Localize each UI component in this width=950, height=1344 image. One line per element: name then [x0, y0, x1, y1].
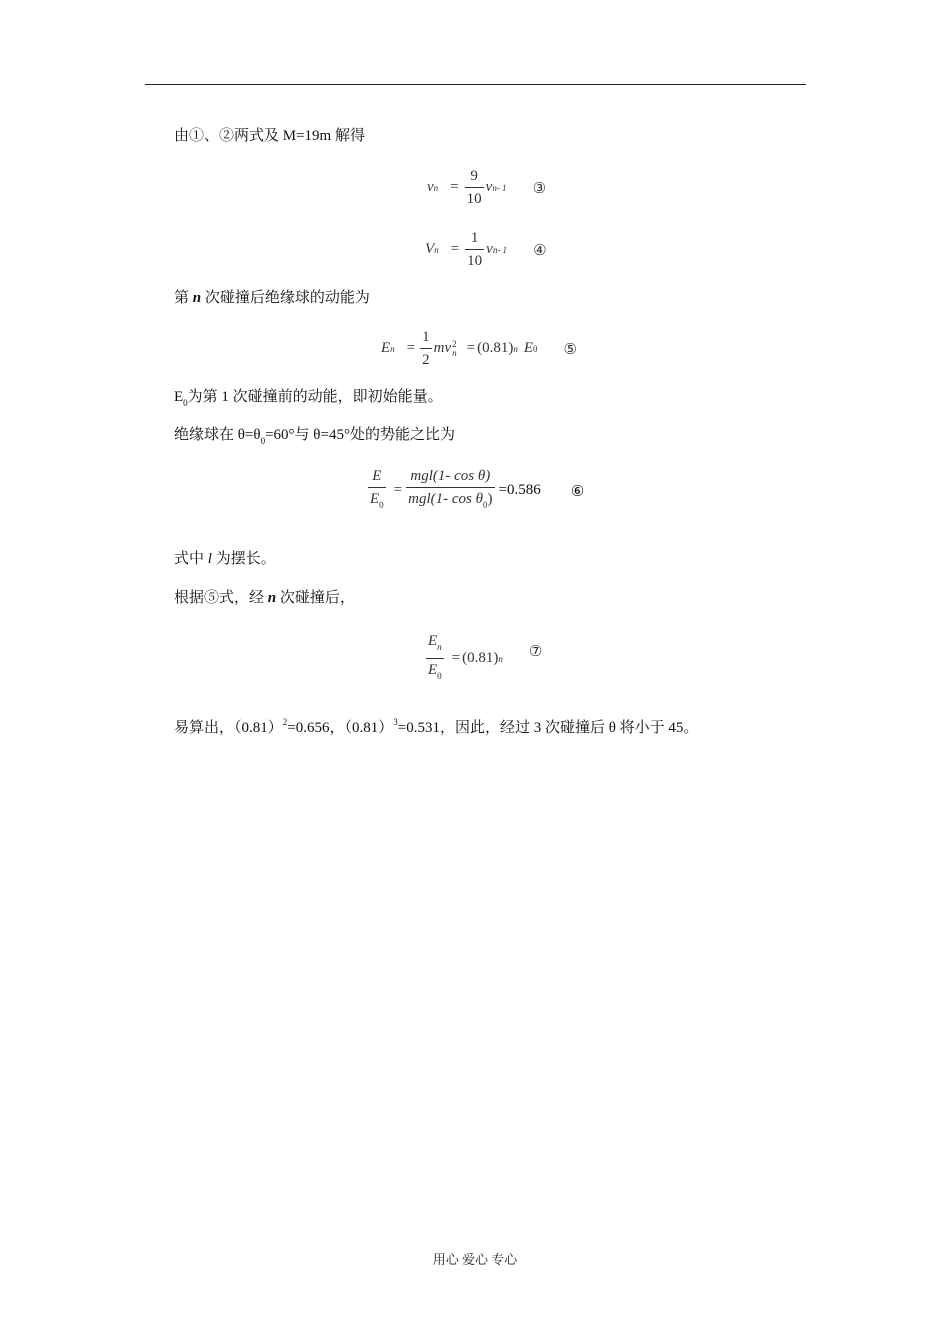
header-rule [145, 84, 806, 85]
eq3-denominator: 10 [465, 187, 484, 208]
eq6-equals: = [393, 482, 403, 498]
eq7-rhs: (0.81) [462, 650, 499, 666]
eq5-numerator: 1 [422, 329, 430, 345]
eq5-base: (0.81) [477, 340, 514, 356]
paragraph-7 [174, 713, 698, 737]
eq5-E0: E [523, 340, 534, 356]
paragraph-5-post: 为摆长。 [211, 551, 276, 567]
paragraph-2-pre: 第 [174, 290, 193, 306]
eq4-equals: = [450, 241, 460, 257]
equation-5 [381, 328, 577, 369]
eq5-lhs-sub: n [390, 343, 395, 354]
eq3-rhs-sub: n- 1 [492, 182, 507, 193]
eq6-right-fraction [406, 467, 494, 514]
eq6-left-numerator: E [372, 468, 382, 484]
eq5-mv-sup: 2 [452, 338, 457, 349]
paragraph-6-pre: 根据⑤式，经 [174, 590, 268, 606]
eq7-label: ⑦ [528, 641, 543, 660]
paragraph-3-post: 为第 1 次碰撞前的动能，即初始能量。 [187, 389, 443, 405]
eq5-mv-sub: n [452, 347, 457, 358]
eq7-equals: = [451, 650, 461, 666]
eq5-equals-1: = [406, 340, 416, 356]
equation-6 [366, 467, 584, 514]
eq5-label: ⑤ [563, 339, 577, 358]
eq6-left-den-sub: 0 [379, 500, 384, 510]
eq7-num-E: E [428, 633, 438, 649]
eq4-numerator: 1 [470, 230, 479, 246]
eq3-numerator: 9 [470, 168, 478, 184]
eq7-num-sub: n [437, 642, 442, 652]
eq7-den-sub: 0 [437, 671, 442, 681]
eq4-denominator: 10 [465, 249, 484, 270]
eq6-left-denominator [368, 487, 386, 514]
eq6-result: =0.586 [498, 482, 541, 498]
eq4-rhs: v [486, 241, 493, 257]
eq3-lhs: v [427, 179, 434, 195]
eq6-right-den-sub: 0 [483, 500, 488, 510]
paragraph-7-b: =0.656，（0.81） [287, 720, 394, 736]
paragraph-6-var: n [267, 590, 277, 606]
eq4-fraction [465, 229, 484, 270]
eq5-mv: mv [433, 340, 452, 356]
paragraph-2-var: n [192, 290, 202, 306]
eq3-lhs-sub: n [433, 182, 439, 193]
eq7-den-E: E [428, 662, 438, 678]
equation-4 [425, 229, 547, 270]
paragraph-5-var: l [207, 551, 212, 567]
equation-7 [424, 632, 542, 685]
equation-3 [427, 167, 546, 208]
paragraph-3-E: E [174, 389, 184, 405]
eq5-equals-2: = [466, 340, 476, 356]
paragraph-4-sub: 0 [260, 436, 266, 446]
eq5-denominator: 2 [420, 348, 432, 369]
paragraph-5-pre: 式中 [174, 551, 208, 567]
paragraph-4 [174, 426, 455, 450]
eq5-lhs: E [381, 340, 391, 356]
eq3-fraction [465, 167, 484, 208]
eq3-rhs: v [485, 179, 493, 195]
eq6-left-fraction [368, 467, 386, 514]
paragraph-3 [174, 388, 443, 412]
eq6-label: ⑥ [570, 481, 585, 500]
eq6-right-denominator [406, 487, 494, 514]
eq6-right-den-a: mgl(1- cos θ [408, 491, 483, 507]
eq7-denominator [426, 658, 444, 685]
eq5-fraction [420, 328, 432, 369]
paragraph-6 [174, 589, 355, 607]
eq4-lhs: V [425, 241, 435, 257]
eq5-E0-sub: 0 [533, 343, 538, 354]
eq4-lhs-sub: n [434, 244, 439, 255]
paragraph-1 [174, 127, 365, 145]
eq7-fraction [426, 632, 444, 685]
page-footer: 用心 爱心 专心 [432, 1252, 518, 1267]
paragraph-4-b: =60°与 θ=45°处的势能之比为 [265, 427, 455, 443]
eq3-equals: = [450, 179, 459, 195]
eq6-right-numerator: mgl(1- cos θ) [410, 468, 491, 484]
eq4-rhs-sub: n- 1 [492, 244, 508, 255]
paragraph-5 [174, 550, 276, 568]
eq7-exp: n [498, 653, 503, 664]
paragraph-2 [174, 289, 370, 307]
paragraph-7-sup-1: 2 [282, 717, 288, 727]
eq5-exp: n [513, 343, 518, 354]
paragraph-1-text: 由①、②两式及 M=19m 解得 [174, 128, 365, 144]
eq3-label: ③ [532, 178, 547, 197]
eq7-numerator [426, 632, 444, 658]
paragraph-7-sup-2: 3 [393, 717, 398, 727]
paragraph-3-sub: 0 [183, 398, 188, 408]
eq6-right-den-b: ) [487, 491, 493, 507]
eq6-left-den-E: E [370, 491, 380, 507]
paragraph-2-post: 次碰撞后绝缘球的动能为 [201, 290, 370, 306]
paragraph-7-c: =0.531，因此，经过 3 次碰撞后 θ 将小于 45。 [397, 720, 699, 736]
paragraph-6-post: 次碰撞后， [276, 590, 355, 606]
eq4-label: ④ [533, 240, 547, 259]
eq5-mv-scripts [452, 340, 457, 358]
paragraph-4-a: 绝缘球在 θ=θ [174, 427, 261, 443]
paragraph-7-a: 易算出，（0.81） [174, 720, 283, 736]
